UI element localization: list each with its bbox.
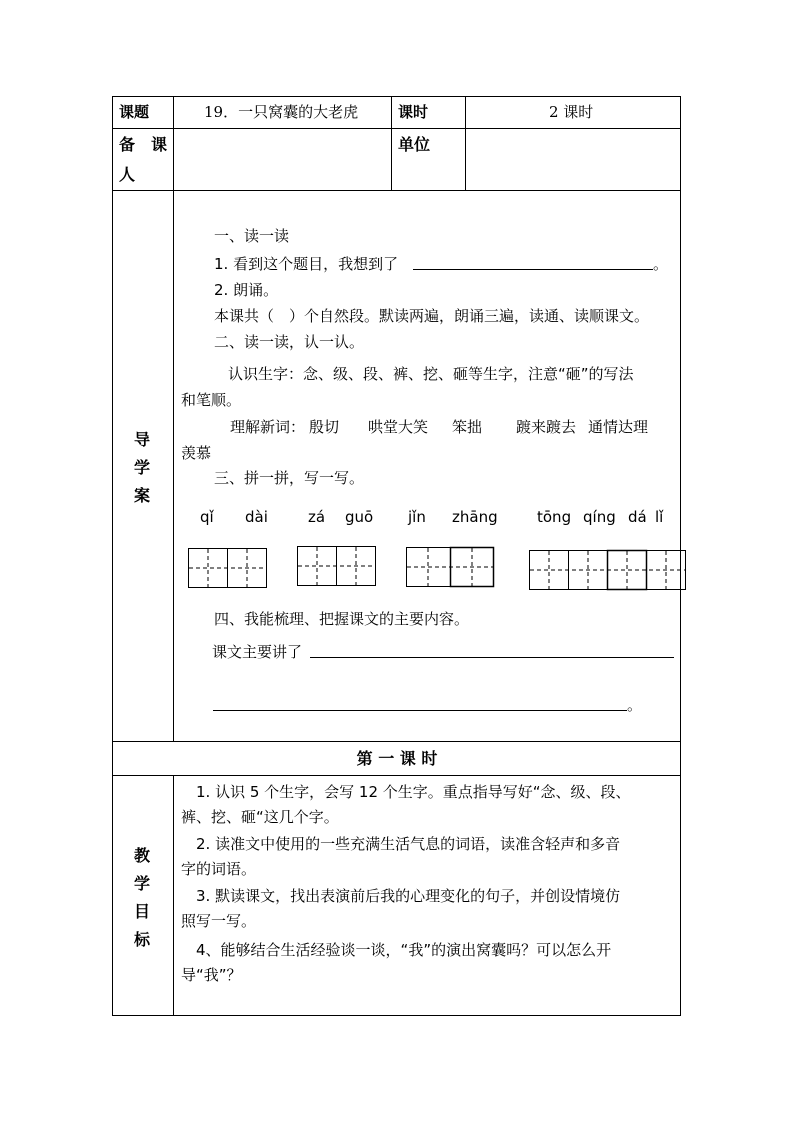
chars-line1: 认识生字：念、级、段、裤、挖、砸等生字，注意“砸”的写法 (228, 365, 634, 383)
item2-detail: 本课共（ ）个自然段。默读两遍，朗诵三遍，读通、读顺课文。 (214, 307, 650, 325)
section1-title: 一、读一读 (214, 227, 290, 245)
pinyin-g4-s4: lǐ (655, 508, 664, 526)
chars-line2: 和笔顺。 (181, 391, 242, 409)
objectives-label-4: 标 (134, 930, 151, 949)
objective-line-8: 导“我”？ (181, 966, 242, 984)
unit-label: 单位 (398, 135, 431, 154)
objective-line-6: 照写一写。 (181, 912, 257, 930)
pinyin-g4-s3: dá (628, 508, 647, 526)
preparer-label-line2: 人 (119, 165, 136, 184)
box-group-4 (530, 551, 686, 590)
item1-end: 。 (653, 255, 669, 273)
box-group-2 (298, 547, 376, 586)
summary-blank-1[interactable] (310, 657, 674, 658)
section3-title: 三、拼一拼，写一写。 (214, 469, 365, 487)
objective-line-1: 1. 认识 5 个生字，会写 12 个生字。重点指导写好“念、级、段、 (196, 783, 631, 801)
writing-box[interactable] (189, 549, 228, 588)
pinyin-g3-s2: zhāng (452, 508, 498, 526)
topic-value: 19．一只窝囊的大老虎 (204, 103, 359, 121)
summary-end: 。 (627, 696, 643, 714)
guide-label-3: 案 (134, 486, 151, 505)
objective-line-7: 4、能够结合生活经验谈一谈，“我”的演出窝囊吗？可以怎么开 (196, 941, 612, 959)
guide-label-2: 学 (134, 458, 151, 477)
preparer-label-line1: 备 课 (119, 135, 168, 154)
summary-blank-2[interactable] (213, 710, 627, 711)
lesson-title: 第 一 课 时 (356, 749, 438, 768)
pinyin-g2-s2: guō (345, 508, 374, 526)
section2-title: 二、读一读，认一认。 (214, 333, 365, 351)
section4-title: 四、我能梳理、把握课文的主要内容。 (214, 610, 470, 628)
writing-box[interactable] (530, 551, 569, 590)
pinyin-g4-s2: qíng (583, 508, 616, 526)
words-line2: 羡慕 (181, 444, 212, 462)
pinyin-g1-s2: dài (245, 508, 268, 526)
objective-line-3: 2. 读准文中使用的一些充满生活气息的词语，读准含轻声和多音 (196, 835, 621, 853)
word-4: 踱来踱去 (516, 418, 577, 436)
objective-line-5: 3. 默读课文，找出表演前后我的心理变化的句子，并创设情境仿 (196, 887, 621, 905)
pinyin-g1-s1: qǐ (200, 508, 214, 526)
box-group-3 (407, 548, 494, 587)
objective-line-4: 字的词语。 (181, 860, 257, 878)
word-1: 殷切 (309, 418, 340, 436)
pinyin-g4-s1: tōng (537, 508, 572, 526)
objectives-label-3: 目 (134, 902, 151, 921)
item1-text: 1. 看到这个题目，我想到了 (214, 255, 399, 273)
summary-label: 课文主要讲了 (212, 643, 303, 661)
pinyin-g2-s1: zá (308, 508, 326, 526)
word-2: 哄堂大笑 (368, 418, 429, 436)
objective-line-2: 裤、挖、砸“这几个字。 (181, 808, 339, 826)
objectives-label-1: 教 (134, 846, 151, 865)
hours-value: 2 课时 (549, 103, 594, 121)
hours-label: 课时 (398, 103, 429, 121)
item2-text: 2. 朗诵。 (214, 281, 279, 299)
writing-box[interactable] (608, 551, 647, 590)
writing-box[interactable] (298, 547, 337, 586)
topic-label: 课题 (119, 103, 150, 121)
words-label: 理解新词： (230, 418, 306, 436)
guide-label-1: 导 (134, 430, 151, 449)
box-group-1 (189, 549, 267, 588)
objectives-label-2: 学 (134, 874, 151, 893)
word-3: 笨拙 (452, 418, 483, 436)
pinyin-g3-s1: jǐn (408, 508, 426, 526)
word-5: 通情达理 (588, 418, 649, 436)
